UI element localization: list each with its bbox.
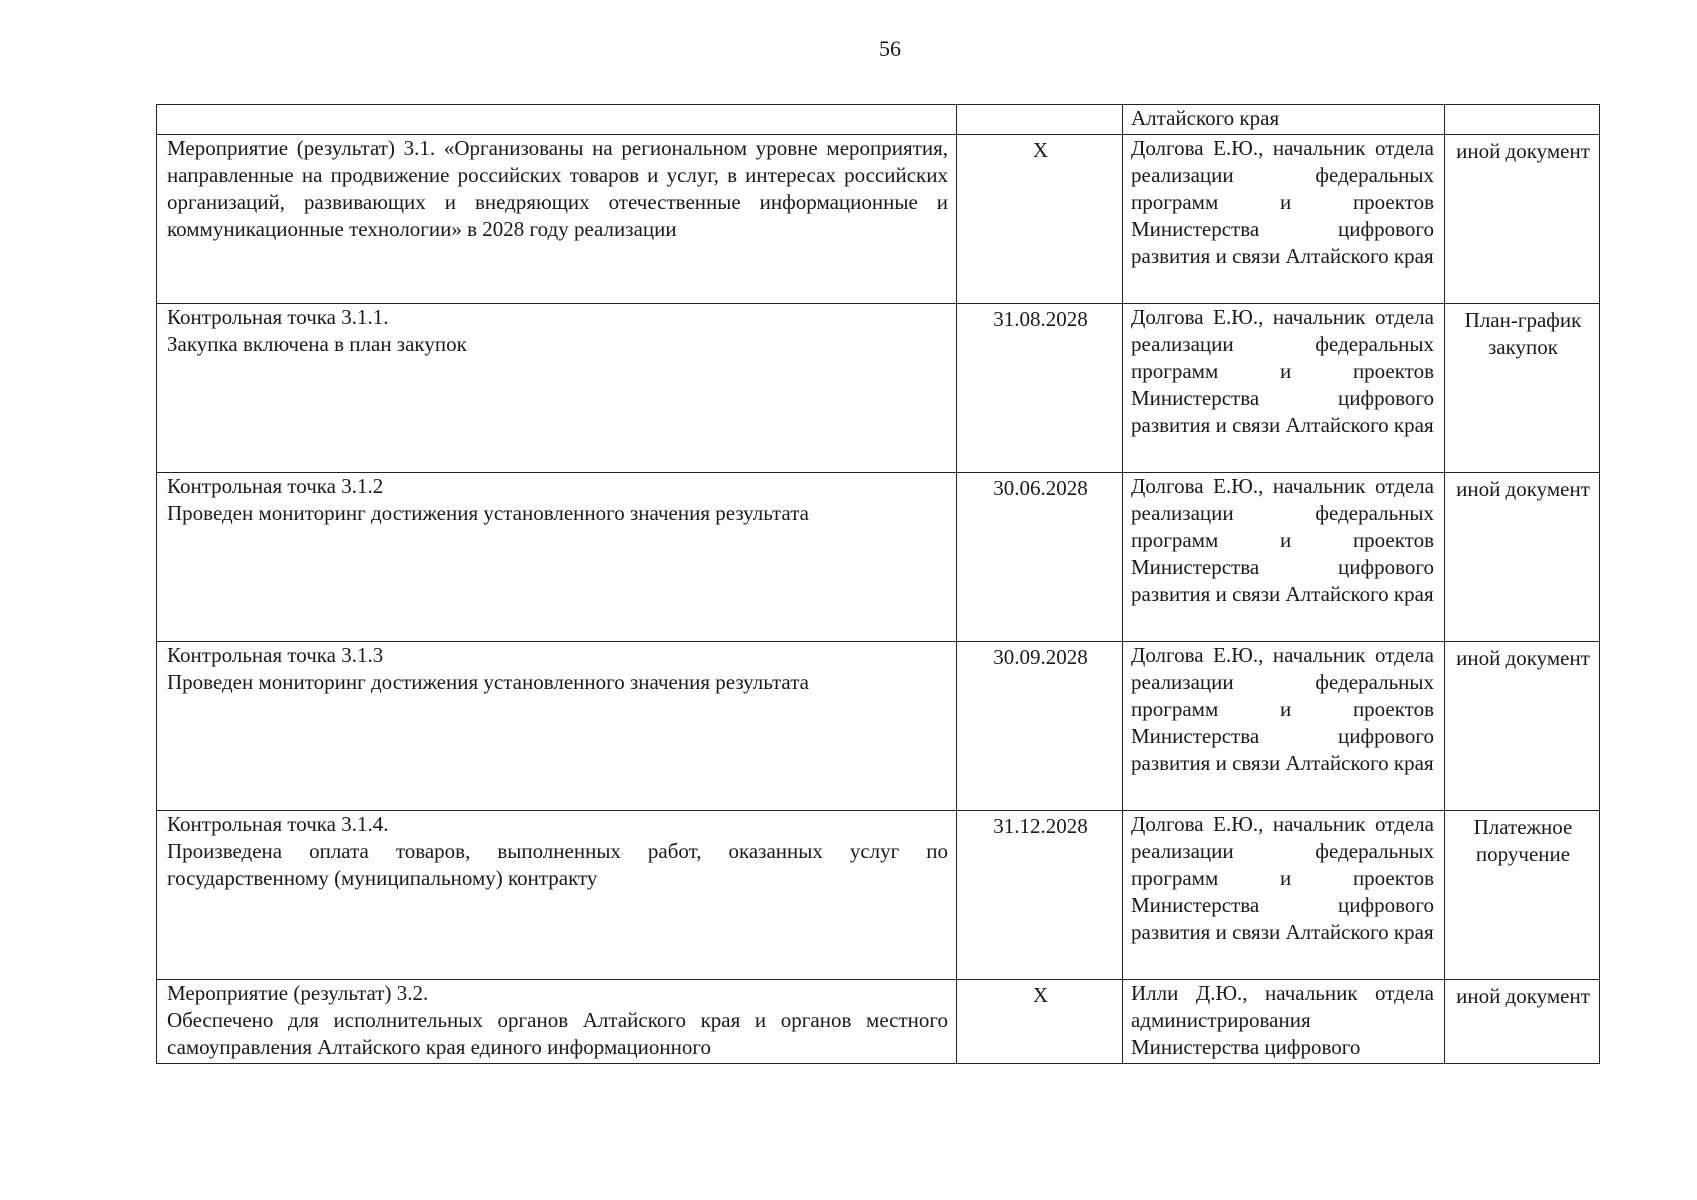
cell-name <box>157 473 957 642</box>
table-row <box>157 980 1600 1064</box>
cell-date: X <box>957 135 1123 304</box>
cell-date <box>957 105 1123 135</box>
checkpoint-description: Закупка включена в план закупок <box>167 332 467 356</box>
checkpoint-description: Проведен мониторинг достижения установленного значения результата <box>167 501 809 525</box>
cell-document <box>1445 105 1600 135</box>
table-row <box>157 811 1600 980</box>
cell-responsible: Алтайского края <box>1123 105 1445 135</box>
cell-responsible: Долгова Е.Ю., начальник отдела реализации федеральных программ и проектов Министерства цифрового развития и связи Алтайского края <box>1123 811 1445 980</box>
page-number: 56 <box>879 36 901 61</box>
checkpoint-title: Контрольная точка 3.1.1. <box>167 305 389 329</box>
cell-responsible: Долгова Е.Ю., начальник отдела реализации федеральных программ и проектов Министерства цифрового развития и связи Алтайского края <box>1123 473 1445 642</box>
cell-name <box>157 135 957 304</box>
event-title: Мероприятие (результат) 3.1. «Организованы на региональном уровне мероприятия, направленные на продвижение российских товаров и услуг, в интересах российских организаций, развивающих и внедряющих отечественные информационные и коммуникационные технологии» в 2028 году реализации <box>167 136 948 241</box>
cell-document: иной документ <box>1445 980 1600 1064</box>
table-row <box>157 642 1600 811</box>
table-row <box>157 135 1600 304</box>
cell-responsible: Долгова Е.Ю., начальник отдела реализации федеральных программ и проектов Министерства цифрового развития и связи Алтайского края <box>1123 304 1445 473</box>
table-row <box>157 473 1600 642</box>
cell-date: X <box>957 980 1123 1064</box>
checkpoint-title: Контрольная точка 3.1.2 <box>167 474 384 498</box>
cell-document: иной документ <box>1445 135 1600 304</box>
cell-date: 30.09.2028 <box>957 642 1123 811</box>
cell-responsible: Долгова Е.Ю., начальник отдела реализации федеральных программ и проектов Министерства цифрового развития и связи Алтайского края <box>1123 642 1445 811</box>
cell-date: 31.12.2028 <box>957 811 1123 980</box>
cell-document: иной документ <box>1445 642 1600 811</box>
checkpoint-title: Контрольная точка 3.1.3 <box>167 643 384 667</box>
cell-name <box>157 642 957 811</box>
cell-document: План-график закупок <box>1445 304 1600 473</box>
cell-responsible: Илли Д.Ю., начальник отдела администрирования Министерства цифрового <box>1123 980 1445 1064</box>
event-description: Обеспечено для исполнительных органов Алтайского края и органов местного самоуправления Алтайского края единого информационного <box>167 1008 948 1059</box>
checkpoint-title: Контрольная точка 3.1.4. <box>167 812 389 836</box>
cell-name <box>157 304 957 473</box>
cell-name <box>157 105 957 135</box>
checkpoint-description: Проведен мониторинг достижения установленного значения результата <box>167 670 809 694</box>
table-row <box>157 304 1600 473</box>
cell-date: 31.08.2028 <box>957 304 1123 473</box>
cell-document: иной документ <box>1445 473 1600 642</box>
event-title: Мероприятие (результат) 3.2. <box>167 981 429 1005</box>
plan-table <box>156 104 1600 1064</box>
cell-responsible: Долгова Е.Ю., начальник отдела реализации федеральных программ и проектов Министерства цифрового развития и связи Алтайского края <box>1123 135 1445 304</box>
checkpoint-description: Произведена оплата товаров, выполненных работ, оказанных услуг по государственному (муниципальному) контракту <box>167 839 948 890</box>
cell-name <box>157 811 957 980</box>
cell-document: Платежное поручение <box>1445 811 1600 980</box>
table-row-continued <box>157 105 1600 135</box>
cell-date: 30.06.2028 <box>957 473 1123 642</box>
cell-name <box>157 980 957 1064</box>
